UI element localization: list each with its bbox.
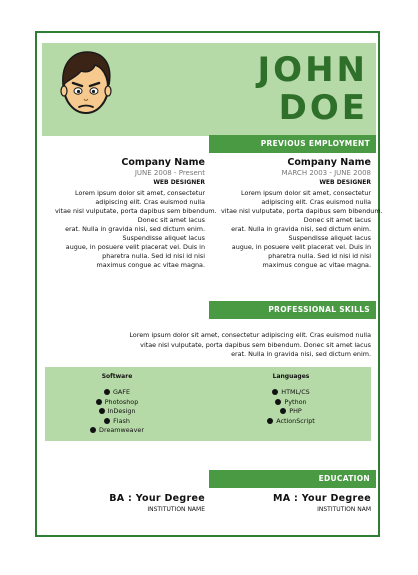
job-1 <box>55 157 217 270</box>
bullet-icon <box>280 408 286 414</box>
list-item <box>47 407 187 417</box>
skill-label: InDesign <box>107 407 136 415</box>
skill-label: GAFE <box>112 388 131 396</box>
desc-line: Lorem ipsum dolor sit amet, consectetur <box>241 189 371 197</box>
software-list <box>47 388 187 436</box>
bullet-icon <box>104 389 110 395</box>
avatar <box>57 49 115 121</box>
languages-heading: Languages <box>272 373 310 380</box>
bullet-icon <box>90 427 96 433</box>
desc-line: maximus congue ac vitae magna. <box>96 261 205 269</box>
bullet-icon <box>267 418 273 424</box>
list-item <box>47 388 187 398</box>
desc-line: Suspendisse aliquet lacus <box>122 234 205 242</box>
list-item <box>221 398 361 408</box>
job-dates: JUNE 2008 - Present <box>134 169 205 177</box>
bullet-icon <box>96 399 102 405</box>
bullet-icon <box>104 418 110 424</box>
desc-line: Donec sit amet lacus <box>137 216 205 224</box>
header-banner <box>42 43 376 136</box>
job-dates: MARCH 2003 - JUNE 2008 <box>281 169 371 177</box>
desc-line: erat. Nulla in gravida nisi, sed dictum enim. <box>231 225 371 233</box>
languages-list <box>221 388 361 426</box>
last-name: DOE <box>278 88 368 128</box>
skill-label: Flash <box>113 416 130 425</box>
summary-line: erat. Nulla in gravida nisi, sed dictum enim. <box>231 350 371 358</box>
education-item <box>55 493 205 514</box>
desc-line: augue, in posuere velit placerat vel. Duis in <box>231 243 371 251</box>
job-company: Company Name <box>287 157 371 168</box>
desc-line: maximus congue ac vitae magna. <box>262 261 371 269</box>
desc-line: pharetra nulla. Sed id nisi id nisi <box>268 252 371 260</box>
institution-name: INSTITUTION NAM <box>317 506 371 513</box>
section-education-heading: EDUCATION <box>209 470 376 488</box>
desc-line: Suspendisse aliquet lacus <box>288 234 371 242</box>
job-description <box>55 189 217 270</box>
desc-line: adipiscing elit. Cras euismod nulla <box>261 198 371 206</box>
desc-line: vitae nisl vulputate, porta dapibus sem bibendum. <box>55 207 217 215</box>
skill-label: Dreamweaver <box>99 426 144 434</box>
job-2 <box>221 157 383 270</box>
list-item <box>221 388 361 398</box>
bullet-icon <box>275 399 281 405</box>
desc-line: Donec sit amet lacus <box>303 216 371 224</box>
desc-line: augue, in posuere velit placerat vel. Duis in <box>65 243 205 251</box>
list-item <box>47 398 187 408</box>
summary-line: vitae nisl vulputate, porta dapibus sem bibendum. Donec sit amet lacus <box>140 340 371 349</box>
desc-line: vitae nisl vulputate, porta dapibus sem bibendum. <box>221 207 383 215</box>
degree-title: BA : Your Degree <box>109 493 205 504</box>
list-item <box>221 417 361 427</box>
resume-sheet <box>35 31 383 537</box>
job-role: WEB DESIGNER <box>153 179 205 186</box>
job-role: WEB DESIGNER <box>319 179 371 186</box>
skills-summary <box>107 331 371 360</box>
desc-line: pharetra nulla. Sed id nisi id nisi <box>102 252 205 260</box>
institution-name: INSTITUTION NAME <box>147 506 205 513</box>
desc-line: erat. Nulla in gravida nisi, sed dictum enim. <box>65 225 205 233</box>
summary-line: Lorem ipsum dolor sit amet, consectetur adipiscing elit. Cras euismod nulla <box>129 331 371 339</box>
skill-label: Photoshop <box>104 397 139 406</box>
software-heading: Software <box>101 373 133 380</box>
desc-line: Lorem ipsum dolor sit amet, consectetur <box>75 189 205 197</box>
section-employment-heading: PREVIOUS EMPLOYMENT <box>209 135 376 153</box>
list-item <box>221 407 361 417</box>
degree-title: MA : Your Degree <box>272 493 371 504</box>
bullet-icon <box>99 408 105 414</box>
skill-label: HTML/CS <box>281 388 310 396</box>
job-description <box>221 189 383 270</box>
job-company: Company Name <box>121 157 205 168</box>
list-item <box>47 426 187 436</box>
bullet-icon <box>272 389 278 395</box>
software-column <box>47 373 187 436</box>
desc-line: adipiscing elit. Cras euismod nulla <box>95 198 205 206</box>
list-item <box>47 417 187 427</box>
section-skills-heading: PROFESSIONAL SKILLS <box>209 301 376 319</box>
education-item <box>221 493 371 514</box>
skill-label: Python <box>284 397 307 406</box>
first-name: JOHN <box>257 50 368 90</box>
skill-label: PHP <box>289 407 302 415</box>
languages-column <box>221 373 361 426</box>
skill-label: ActionScript <box>276 416 315 425</box>
skills-panel <box>45 367 371 441</box>
